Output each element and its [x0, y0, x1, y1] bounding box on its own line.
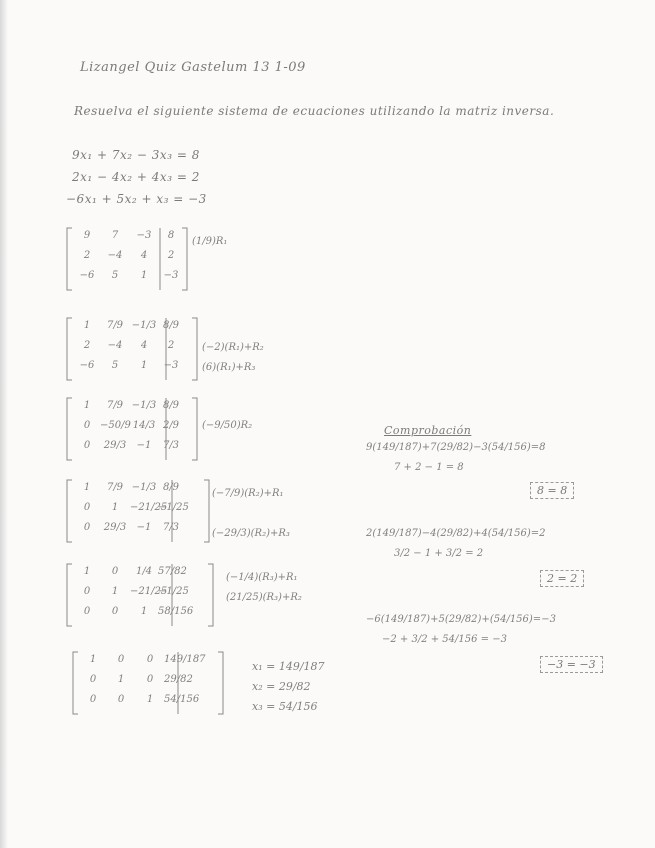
- augmented-matrix-1: [66, 226, 191, 292]
- matrix-row: 0 0 1 58/156: [83, 606, 194, 617]
- augmented-matrix-6: [72, 650, 232, 716]
- matrix-row: 0 1 0 29/82: [89, 674, 193, 685]
- equation-1: 9x₁ + 7x₂ − 3x₃ = 8: [72, 148, 200, 162]
- check-result-3: −3 = −3: [540, 656, 603, 673]
- matrix-row: 0 0 1 54/156: [89, 694, 200, 705]
- equation-3: −6x₁ + 5x₂ + x₃ = −3: [66, 192, 207, 206]
- matrix-row: 1 0 0 149/187: [89, 654, 206, 665]
- row-operation: (−7/9)(R₂)+R₁: [212, 488, 284, 499]
- augmented-matrix-3: [66, 396, 206, 462]
- matrix-row: 0 29/3 −1 7/3: [83, 440, 180, 451]
- row-operation: (1/9)R₁: [192, 236, 228, 247]
- check-simplified-3: −2 + 3/2 + 54/156 = −3: [382, 634, 507, 645]
- instruction-text: Resuelva el siguiente sistema de ecuaciones utilizando la matriz inversa.: [74, 104, 555, 118]
- row-operation: (−1/4)(R₃)+R₁: [226, 572, 298, 583]
- matrix-row: 0 1 −21/25−1/25: [83, 586, 189, 597]
- matrix-row: 0 −50/9 14/3 2/9: [83, 420, 180, 431]
- matrix-row: −6 5 1 −3: [79, 270, 179, 281]
- matrix-row: −6 5 1 −3: [79, 360, 179, 371]
- solution-x1: x₁ = 149/187: [252, 660, 325, 673]
- equation-2: 2x₁ − 4x₂ + 4x₃ = 2: [72, 170, 200, 184]
- matrix-row: 1 7/9 −1/3 8/9: [83, 320, 180, 331]
- row-operation: (21/25)(R₃)+R₂: [226, 592, 302, 603]
- augmented-matrix-5: [66, 562, 226, 628]
- matrix-row: 1 7/9 −1/3 8/9: [83, 400, 180, 411]
- matrix-row: 0 29/3 −1 7/3: [83, 522, 180, 533]
- page-header: Lizangel Quiz Gastelum 13 1-09: [80, 60, 306, 75]
- matrix-row: 1 7/9 −1/3 8/9: [83, 482, 180, 493]
- check-equation-1: 9(149/187)+7(29/82)−3(54/156)=8: [366, 442, 546, 453]
- matrix-row: 0 1 −21/25−1/25: [83, 502, 189, 513]
- page-edge-shadow: [0, 0, 8, 848]
- augmented-matrix-2: [66, 316, 206, 382]
- row-operation: (−9/50)R₂: [202, 420, 253, 431]
- matrix-row: 9 7 −3 8: [83, 230, 175, 241]
- row-operation: (−2)(R₁)+R₂: [202, 342, 264, 353]
- matrix-row: 1 0 1/4 57/82: [83, 566, 187, 577]
- check-simplified-2: 3/2 − 1 + 3/2 = 2: [394, 548, 484, 559]
- verification-title: Comprobación: [384, 424, 472, 437]
- check-result-1: 8 = 8: [530, 482, 574, 499]
- matrix-row: 2 −4 4 2: [83, 340, 175, 351]
- row-operation: (−29/3)(R₂)+R₃: [212, 528, 290, 539]
- check-equation-3: −6(149/187)+5(29/82)+(54/156)=−3: [366, 614, 556, 625]
- check-result-2: 2 = 2: [540, 570, 584, 587]
- solution-x2: x₂ = 29/82: [252, 680, 311, 693]
- check-equation-2: 2(149/187)−4(29/82)+4(54/156)=2: [366, 528, 546, 539]
- augmented-matrix-4: [66, 478, 216, 544]
- check-simplified-1: 7 + 2 − 1 = 8: [394, 462, 464, 473]
- row-operation: (6)(R₁)+R₃: [202, 362, 256, 373]
- solution-x3: x₃ = 54/156: [252, 700, 318, 713]
- matrix-row: 2 −4 4 2: [83, 250, 175, 261]
